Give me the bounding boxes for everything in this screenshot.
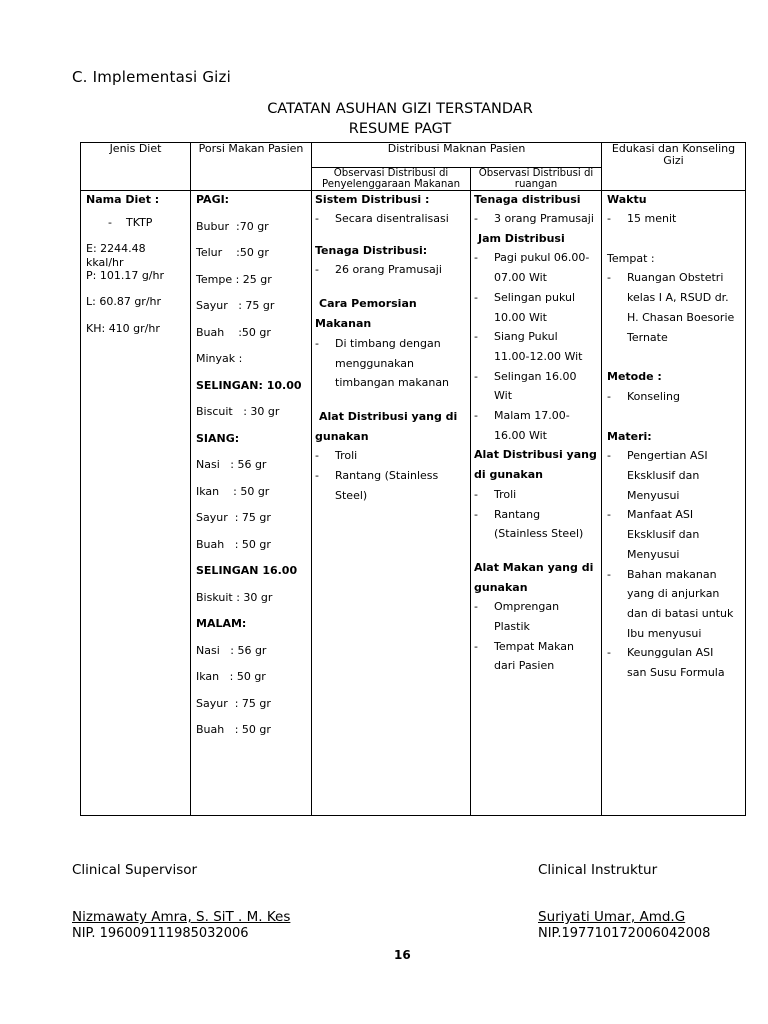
alat-distribusi-title: Alat Distribusi yang di	[319, 409, 458, 423]
alat-distribusi-list	[474, 485, 597, 544]
list-item	[607, 643, 741, 663]
section-title: C. Implementasi Gizi	[72, 68, 231, 86]
portion-item: Nasi : 56 gr	[196, 458, 267, 471]
list-item	[474, 597, 597, 617]
instruktur-nip: NIP.197710172006042008	[538, 926, 711, 941]
list-item-text: Selingan 16.00	[494, 369, 577, 383]
list-item	[607, 624, 741, 644]
dash-marker: -	[607, 449, 611, 463]
alat-distribusi-ruangan-title: Alat Distribusi yang	[474, 448, 597, 462]
portion-item: Tempe : 25 gr	[196, 272, 272, 286]
cell-porsi-makan	[191, 191, 312, 816]
dash-marker	[607, 584, 627, 604]
list-item	[474, 248, 597, 268]
nutrient-line: E: 2244.48 kkal/hr	[86, 242, 146, 269]
list-item: - Troli	[315, 449, 358, 463]
list-item-text: dari Pasien	[494, 659, 555, 673]
list-item	[607, 545, 741, 565]
dash-marker: -	[474, 409, 478, 423]
waktu-title: Waktu	[607, 193, 647, 206]
portion-item: Sayur : 75 gr	[196, 511, 271, 524]
list-item	[607, 604, 741, 624]
dash-marker	[607, 486, 627, 506]
list-item	[474, 367, 597, 387]
list-item	[474, 426, 597, 446]
portion-item: Buah :50 gr	[196, 325, 271, 339]
dash-marker: -	[474, 600, 478, 614]
alat-makan-title: Alat Makan yang di	[474, 560, 594, 574]
meal-heading: SIANG:	[196, 431, 240, 445]
list-item-text: Keunggulan ASI	[627, 646, 714, 660]
meal-heading: PAGI:	[196, 193, 230, 206]
list-item-text: 07.00 Wit	[494, 271, 547, 285]
list-item-text: Pengertian ASI	[627, 449, 708, 463]
dash-marker	[474, 268, 494, 288]
dash-marker: -	[474, 487, 478, 501]
list-item	[607, 466, 741, 486]
nutrient-line: KH: 410 gr/hr	[86, 321, 160, 335]
sistem-distribusi-title: Sistem Distribusi :	[315, 193, 430, 206]
supervisor-nip: NIP. 196009111985032006	[72, 926, 249, 941]
materi-title: Materi:	[607, 429, 652, 443]
header-obs-ruangan: Observasi Distribusi di ruangan	[471, 168, 602, 191]
dash-marker	[474, 426, 494, 446]
list-item	[474, 485, 597, 505]
alat-makan-list	[474, 597, 597, 676]
list-item-text: Omprengan	[494, 600, 560, 614]
list-item	[607, 268, 741, 288]
header-distribusi: Distribusi Maknan Pasien	[312, 143, 602, 168]
dash-marker	[474, 308, 494, 328]
dash-marker	[607, 604, 627, 624]
list-item-text: 10.00 Wit	[494, 310, 547, 324]
list-item: - Rantang (Stainless	[315, 469, 439, 483]
list-item-text: yang di anjurkan	[627, 587, 720, 601]
jam-distribusi-list	[474, 248, 597, 445]
alat-distribusi-ruangan-title-2: di gunakan	[474, 468, 544, 482]
portion-item: Bubur :70 gr	[196, 219, 269, 233]
list-item	[607, 486, 741, 506]
dash-marker	[607, 663, 627, 683]
supervisor-title: Clinical Supervisor	[72, 862, 198, 878]
dash-marker	[474, 386, 494, 406]
document-subtitle: RESUME PAGT	[348, 121, 452, 137]
portion-item: Ikan : 50 gr	[196, 484, 270, 498]
list-item-text: Ruangan Obstetri	[627, 271, 724, 285]
meal-heading: SELINGAN: 10.00	[196, 378, 302, 392]
list-item	[474, 308, 597, 328]
list-item	[474, 288, 597, 308]
list-item-text: H. Chasan Boesorie	[627, 310, 735, 324]
list-item	[607, 565, 741, 585]
nutrient-line: L: 60.87 gr/hr	[86, 295, 162, 308]
tempat-title: Tempat :	[607, 251, 655, 265]
dash-marker: -	[474, 251, 478, 265]
dash-marker	[474, 524, 494, 544]
list-item-text: Siang Pukul	[494, 330, 558, 344]
dash-marker	[607, 624, 627, 644]
list-item: menggunakan	[335, 356, 414, 370]
portion-item: Minyak :	[196, 352, 243, 365]
dash-marker: -	[607, 508, 611, 522]
list-item-text: Ternate	[627, 330, 668, 344]
list-item-text: Bahan makanan	[627, 567, 717, 581]
materi-list	[607, 446, 741, 682]
supervisor-name: Nizmawaty Amra, S. SiT . M. Kes	[72, 909, 291, 925]
list-item-text: Plastik	[494, 620, 530, 634]
list-item-text: Troli	[494, 487, 517, 501]
portion-item: Nasi : 56 gr	[196, 643, 267, 657]
dash-marker	[607, 466, 627, 486]
alat-makan-title-2: gunakan	[474, 580, 528, 594]
nama-diet-label: Nama Diet :	[86, 193, 160, 206]
header-edukasi: Edukasi dan Konseling Gizi	[602, 143, 746, 191]
list-item	[607, 308, 741, 328]
cara-pemorsian-title-2: Makanan	[315, 317, 372, 331]
list-item	[607, 328, 741, 348]
list-item-text: kelas I A, RSUD dr.	[627, 291, 729, 305]
list-item-text: 11.00-12.00 Wit	[494, 349, 583, 363]
tenaga-distribusi-title: Tenaga Distribusi:	[315, 243, 428, 257]
list-item-text: Rantang	[494, 507, 541, 521]
header-obs-penyelenggaraan: Observasi Distribusi di Penyelenggaraan Makanan	[312, 168, 471, 191]
dash-marker: -	[607, 271, 611, 285]
cara-pemorsian-title: Cara Pemorsian	[319, 297, 417, 311]
list-item	[474, 406, 597, 426]
list-item: - Di timbang dengan	[315, 336, 441, 350]
nutrient-line: P: 101.17 g/hr	[86, 268, 165, 282]
cell-obs-ruangan	[471, 191, 602, 816]
list-item	[474, 656, 597, 676]
dash-marker	[607, 328, 627, 348]
list-item	[607, 584, 741, 604]
portion-item: Ikan : 50 gr	[196, 670, 266, 683]
list-item-text: Menyusui	[627, 547, 680, 561]
cell-obs-penyelenggaraan	[312, 191, 471, 816]
header-jenis-diet: Jenis Diet	[81, 143, 191, 191]
list-item-text: Eksklusif dan	[627, 469, 700, 483]
dash-marker	[474, 656, 494, 676]
list-item	[474, 386, 597, 406]
portion-item: Telur :50 gr	[196, 246, 269, 259]
list-item-text: Malam 17.00-	[494, 409, 570, 423]
page-number: 16	[394, 948, 411, 962]
dash-marker	[607, 525, 627, 545]
dash-marker: -	[474, 330, 478, 344]
tempat-list	[607, 268, 741, 347]
instruktur-name: Suriyati Umar, Amd.G	[538, 909, 686, 925]
dash-marker: -	[474, 507, 478, 521]
list-item-text: Wit	[494, 389, 513, 403]
dash-marker: -	[607, 646, 611, 660]
list-item-text: Selingan pukul	[494, 290, 576, 304]
list-item: - Konseling	[607, 389, 680, 403]
dash-marker	[474, 347, 494, 367]
list-item: timbangan makanan	[335, 376, 450, 390]
nutrient-list	[86, 242, 186, 348]
meal-heading: MALAM:	[196, 617, 247, 630]
document-title: CATATAN ASUHAN GIZI TERSTANDAR	[267, 101, 533, 117]
list-item	[607, 525, 741, 545]
portion-list	[191, 191, 311, 750]
pagt-table	[80, 142, 746, 816]
list-item	[607, 446, 741, 466]
list-item	[474, 524, 597, 544]
list-item-text: Tempat Makan	[494, 639, 574, 653]
list-item	[607, 288, 741, 308]
cell-edukasi	[602, 191, 746, 816]
list-item-text: dan di batasi untuk	[627, 606, 734, 620]
portion-item: Sayur : 75 gr	[196, 696, 271, 710]
list-item-text: Pagi pukul 06.00-	[494, 251, 590, 265]
list-item: - Secara disentralisasi	[315, 212, 449, 225]
dash-marker	[474, 617, 494, 637]
list-item-text: san Susu Formula	[627, 666, 725, 680]
list-item: Steel)	[335, 488, 368, 502]
dash-marker: -	[474, 290, 478, 304]
metode-title: Metode :	[607, 370, 662, 384]
list-item: - 26 orang Pramusaji	[315, 262, 442, 276]
portion-item: Sayur : 75 gr	[196, 299, 275, 312]
list-item	[607, 505, 741, 525]
tenaga-distribusi-ruangan-title: Tenaga distribusi	[474, 193, 581, 206]
portion-item: Buah : 50 gr	[196, 537, 271, 551]
list-item-text: Menyusui	[627, 488, 680, 502]
list-item: - 15 menit	[607, 212, 677, 225]
list-item-text: 16.00 Wit	[494, 428, 547, 442]
dash-marker: -	[474, 369, 478, 383]
dash-marker: -	[474, 639, 478, 653]
dash-marker: -	[607, 567, 611, 581]
diet-type: - TKTP	[108, 216, 153, 229]
portion-item: Biscuit : 30 gr	[196, 405, 280, 418]
instruktur-title: Clinical Instruktur	[538, 862, 658, 878]
list-item	[607, 663, 741, 683]
list-item	[474, 505, 597, 525]
portion-item: Buah : 50 gr	[196, 723, 271, 736]
dash-marker	[607, 545, 627, 565]
list-item-text: Manfaat ASI	[627, 508, 694, 522]
list-item-text: (Stainless Steel)	[494, 527, 584, 541]
list-item	[474, 327, 597, 347]
portion-item: Biskuit : 30 gr	[196, 590, 273, 604]
list-item	[474, 617, 597, 637]
header-porsi-makan: Porsi Makan Pasien	[191, 143, 312, 191]
list-item-text: Eksklusif dan	[627, 528, 700, 542]
list-item-text: Ibu menyusui	[627, 626, 702, 640]
dash-marker	[607, 308, 627, 328]
jam-distribusi-title: Jam Distribusi	[478, 231, 565, 245]
alat-distribusi-title-2: gunakan	[315, 429, 369, 443]
meal-heading: SELINGAN 16.00	[196, 564, 298, 577]
list-item	[474, 637, 597, 657]
list-item	[474, 268, 597, 288]
list-item: - 3 orang Pramusaji	[474, 212, 594, 225]
list-item	[474, 347, 597, 367]
cell-jenis-diet	[81, 191, 191, 816]
dash-marker	[607, 288, 627, 308]
